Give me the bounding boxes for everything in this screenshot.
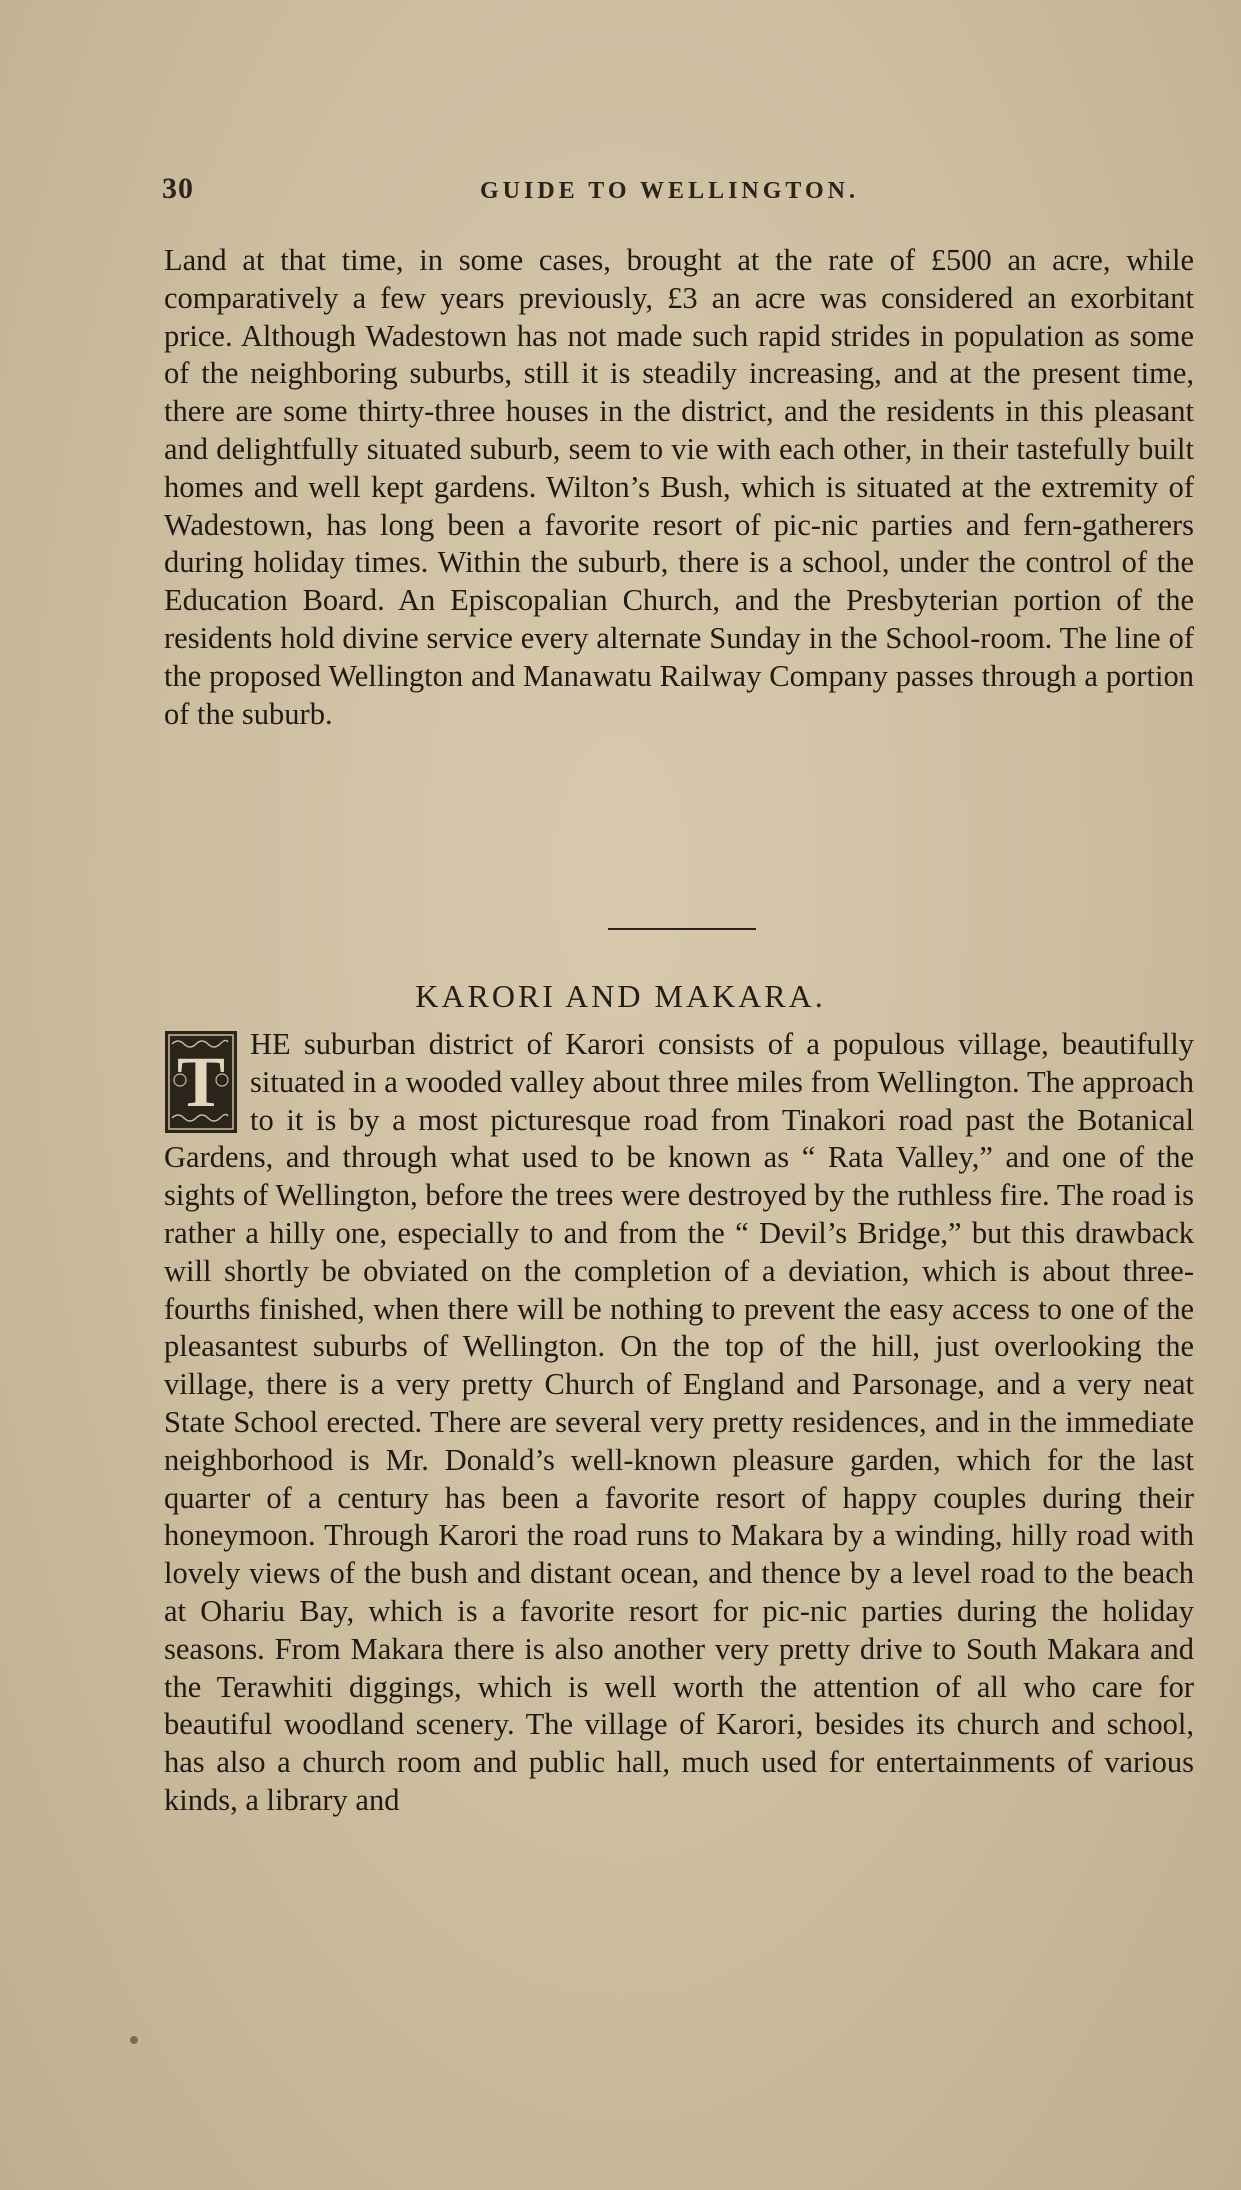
section-title: KARORI AND MAKARA.	[415, 978, 826, 1014]
section-divider	[608, 928, 756, 930]
ink-spot	[130, 2036, 138, 2044]
paragraph-karori	[164, 1026, 1194, 1820]
running-head: GUIDE TO WELLINGTON.	[480, 178, 859, 204]
ornamental-drop-cap-icon	[164, 1030, 238, 1134]
page-number: 30	[162, 172, 194, 205]
paragraph-karori-text: HE suburban district of Karori consists of a populous village, beautifully situated in a wooded valley about three miles from Wellington. The approach to it is by a most picturesque road from Tinakori road past the Botanical Gardens, and through what used to be known as “ Rata Valley,” and one of the sights of Wellington, before the trees were destroyed by the ruthless fire. The road is rather a hilly one, especially to and from the “ Devil’s Bridge,” but this drawback will shortly be obviated on the completion of a deviation, which is about three-fourths finished, when there will be nothing to prevent the easy access to one of the pleasantest suburbs of Wellington. On the top of the hill, just overlooking the village, there is a very pretty Church of England and Parsonage, and a very neat State School erected. There are several very pretty residences, and in the immediate neighborhood is Mr. Donald’s well-known pleasure garden, which for the last quarter of a century has been a favorite resort of happy couples during their honeymoon. Through Karori the road runs to Makara by a winding, hilly road with lovely views of the bush and distant ocean, and thence by a level road to the beach at Ohariu Bay, which is a favorite resort for pic-nic parties during the holiday seasons. From Makara there is also another very pretty drive to South Makara and the Terawhiti diggings, which is well worth the attention of all who care for beautiful woodland scenery. The village of Karori, besides its church and school, has also a church room and public hall, much used for entertainments of various kinds, a library and	[164, 1027, 1194, 1817]
page-header	[160, 172, 1200, 212]
svg-text:T: T	[176, 1042, 226, 1122]
paragraph-wadestown: Land at that time, in some cases, brought at the rate of £500 an acre, while comparatively a few years previously, £3 an acre was considered an exorbitant price. Although Wadestown has not made such rapid strides in population as some of the neighboring suburbs, still it is steadily increasing, and at the present time, there are some thirty-three houses in the district, and the residents in this pleasant and delightfully situated suburb, seem to vie with each other, in their tastefully built homes and well kept gardens. Wilton’s Bush, which is situated at the extremity of Wadestown, has long been a favorite resort of pic-nic parties and fern-gatherers during holiday times. Within the suburb, there is a school, under the control of the Education Board. An Episcopalian Church, and the Presbyterian portion of the residents hold divine service every alternate Sunday in the School-room. The line of the proposed Wellington and Manawatu Railway Company passes through a portion of the suburb.	[164, 243, 1194, 731]
